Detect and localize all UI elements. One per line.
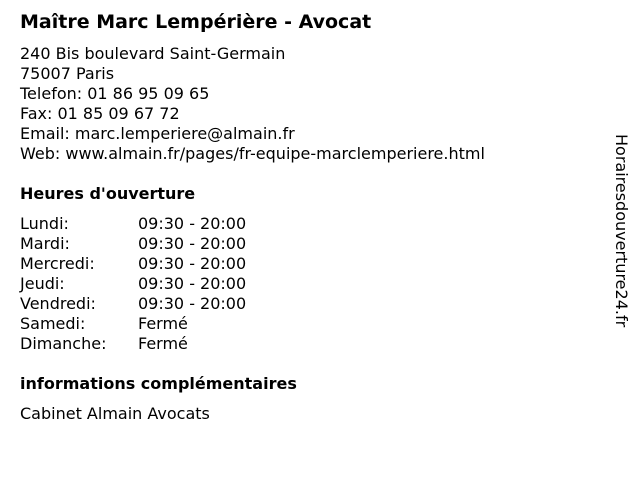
day-label: Mardi: xyxy=(20,234,70,253)
site-watermark xyxy=(611,134,633,372)
time-value: 09:30 - 20:00 xyxy=(138,214,247,233)
time-value: Fermé xyxy=(138,334,188,353)
street-address: 240 Bis boulevard Saint-Germain xyxy=(20,44,286,63)
time-value: 09:30 - 20:00 xyxy=(138,234,247,253)
additional-info-heading: informations complémentaires xyxy=(20,374,297,393)
page-title: Maître Marc Lempérière - Avocat xyxy=(20,11,372,33)
time-value: 09:30 - 20:00 xyxy=(138,254,247,273)
additional-info-text: Cabinet Almain Avocats xyxy=(20,404,210,423)
time-value: 09:30 - 20:00 xyxy=(138,274,247,293)
time-value: Fermé xyxy=(138,314,188,333)
day-label: Vendredi: xyxy=(20,294,96,313)
time-value: 09:30 - 20:00 xyxy=(138,294,247,313)
day-label: Mercredi: xyxy=(20,254,95,273)
website-url: Web: www.almain.fr/pages/fr-equipe-marclemperiere.html xyxy=(20,144,485,163)
day-label: Dimanche: xyxy=(20,334,107,353)
watermark-text: Horairesdouverture24.fr xyxy=(612,134,631,328)
fax-number: Fax: 01 85 09 67 72 xyxy=(20,104,180,123)
day-label: Jeudi: xyxy=(20,274,65,293)
day-label: Samedi: xyxy=(20,314,86,333)
contact-block xyxy=(20,44,485,164)
city-address: 75007 Paris xyxy=(20,64,115,83)
day-label: Lundi: xyxy=(20,214,69,233)
opening-hours-heading: Heures d'ouverture xyxy=(20,184,196,203)
email-address: Email: marc.lemperiere@almain.fr xyxy=(20,124,295,143)
phone-number: Telefon: 01 86 95 09 65 xyxy=(20,84,210,103)
